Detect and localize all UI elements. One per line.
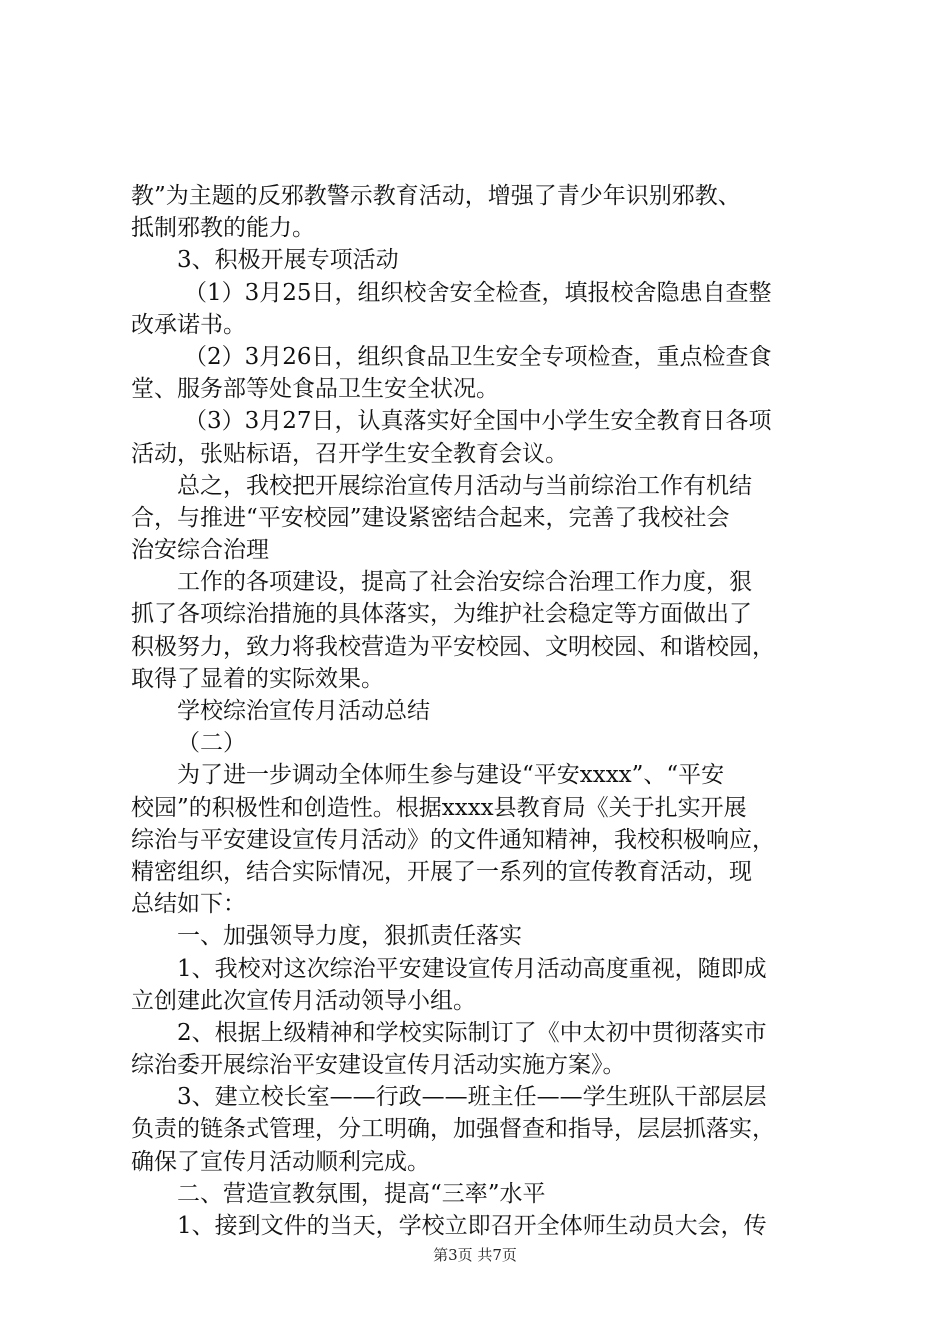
document-subtitle: 学校综治宣传月活动总结 xyxy=(177,698,430,724)
text-line: 1、我校对这次综治平安建设宣传月活动高度重视，随即成 xyxy=(177,955,767,982)
text-line: 抵制邪教的能力。 xyxy=(131,215,315,242)
text-line: 堂、服务部等处食品卫生安全状况。 xyxy=(131,376,499,403)
text-line: 校园”的积极性和创造性。根据xxxx县教育局《关于扎实开展 xyxy=(131,794,747,821)
section-heading: 3、积极开展专项活动 xyxy=(177,247,399,274)
section-heading: 一、加强领导力度，狠抓责任落实 xyxy=(177,923,522,950)
text-line: 取得了显着的实际效果。 xyxy=(131,665,384,692)
text-line: （3）3月27日，认真落实好全国中小学生安全教育日各项 xyxy=(184,408,772,435)
text-line: 为了进一步调动全体师生参与建设“平安xxxx”、“平安 xyxy=(177,762,725,789)
text-line: 综治委开展综治平安建设宣传月活动实施方案》。 xyxy=(131,1052,626,1079)
text-line: 立创建此次宣传月活动领导小组。 xyxy=(131,987,476,1014)
document-subtitle-number: （二） xyxy=(177,730,246,757)
page-number-footer: 第3页 共7页 xyxy=(433,1246,517,1264)
text-line: 负责的链条式管理，分工明确，加强督查和指导，层层抓落实， xyxy=(131,1116,775,1143)
section-heading: 二、营造宣教氛围，提高“三率”水平 xyxy=(177,1180,546,1207)
text-line: 治安综合治理 xyxy=(131,537,269,564)
document-body xyxy=(131,180,831,1242)
text-line: 教”为主题的反邪教警示教育活动，增强了青少年识别邪教、 xyxy=(131,183,741,209)
text-line: 总之，我校把开展综治宣传月活动与当前综治工作有机结 xyxy=(177,472,752,499)
text-line: 综治与平安建设宣传月活动》的文件通知精神，我校积极响应， xyxy=(131,826,775,853)
text-line: 活动，张贴标语，召开学生安全教育会议。 xyxy=(131,440,568,467)
text-line: 合，与推进“平安校园”建设紧密结合起来，完善了我校社会 xyxy=(131,504,730,531)
text-line: 工作的各项建设，提高了社会治安综合治理工作力度，狠 xyxy=(177,569,752,596)
text-line: 积极努力，致力将我校营造为平安校园、文明校园、和谐校园， xyxy=(131,633,775,660)
text-line: 3、建立校长室——行政——班主任——学生班队干部层层 xyxy=(177,1084,767,1111)
text-line: 1、接到文件的当天，学校立即召开全体师生动员大会，传 xyxy=(177,1213,767,1239)
text-line: （1）3月25日，组织校舍安全检查，填报校舍隐患自查整 xyxy=(184,279,772,306)
text-line: 改承诺书。 xyxy=(131,311,246,338)
text-line: 精密组织，结合实际情况，开展了一系列的宣传教育活动，现 xyxy=(131,858,752,885)
text-line: 确保了宣传月活动顺利完成。 xyxy=(131,1148,430,1175)
text-line: 抓了各项综治措施的具体落实，为维护社会稳定等方面做出了 xyxy=(131,601,752,628)
text-line: （2）3月26日，组织食品卫生安全专项检查，重点检查食 xyxy=(184,343,772,370)
text-line: 总结如下： xyxy=(131,891,246,918)
text-line: 2、根据上级精神和学校实际制订了《中太初中贯彻落实市 xyxy=(177,1019,767,1046)
